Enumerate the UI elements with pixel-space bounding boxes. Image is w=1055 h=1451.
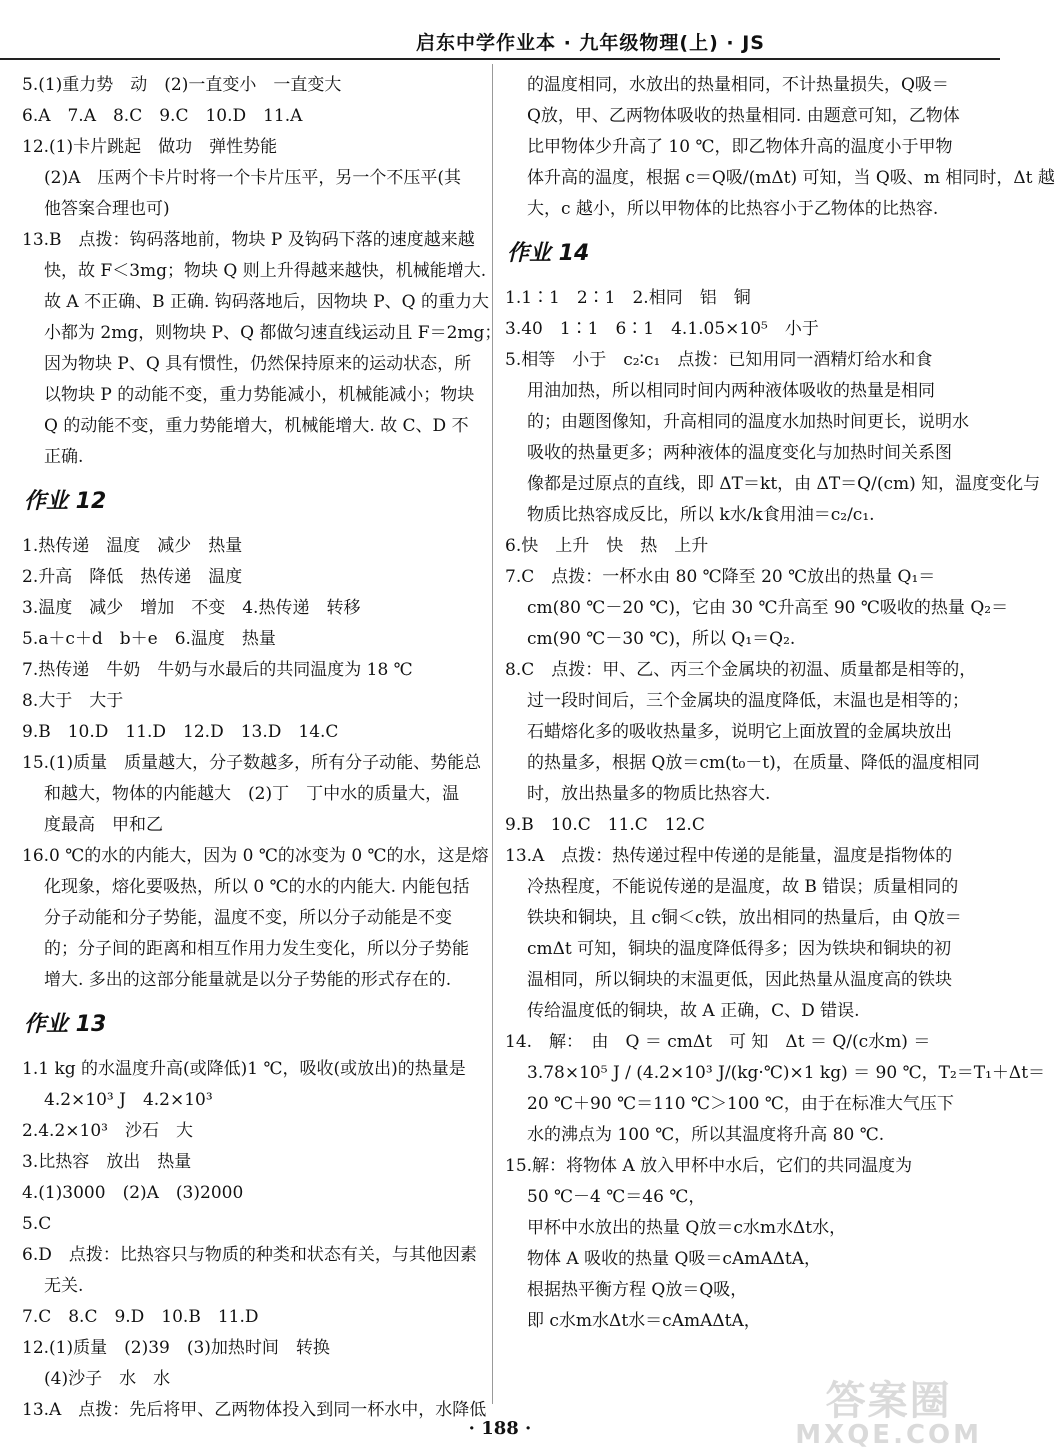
header-title: 启东中学作业本 · 九年级物理(上) · JS (415, 32, 765, 54)
answer-line: 铁块和铜块，且 c铜＜c铁，放出相同的热量后，由 Q放＝ (527, 908, 962, 928)
answer-line: 7.热传递 牛奶 牛奶与水最后的共同温度为 18 ℃ (22, 660, 413, 680)
answer-line: 5.相等 小于 c₂∶c₁ 点拨：已知用同一酒精灯给水和食 (505, 350, 933, 370)
answer-line: cmΔt 可知，铜块的温度降低得多；因为铁块和铜块的初 (527, 939, 952, 959)
answer-line: 3.78×10⁵ J / (4.2×10³ J/(kg·℃)×1 kg) ＝ 90 ℃，T₂＝T₁＋Δt＝ (527, 1063, 1046, 1083)
section-heading: 作业 13 (24, 1012, 107, 1037)
answer-line: (4)沙子 水 水 (44, 1369, 171, 1389)
answer-line: 8.C 点拨：甲、乙、丙三个金属块的初温、质量都是相等的， (505, 660, 977, 680)
answer-line: 正确. (44, 447, 84, 467)
answer-line: 大，c 越小，所以甲物体的比热容小于乙物体的比热容. (527, 199, 939, 219)
answer-line: 3.比热容 放出 热量 (22, 1152, 192, 1172)
answer-line: 15.(1)质量 质量越大，分子数越多，所有分子动能、势能总 (22, 753, 482, 773)
answer-line: 根据热平衡方程 Q放＝Q吸， (527, 1280, 748, 1300)
answer-line: Q放，甲、乙两物体吸收的热量相同. 由题意可知，乙物体 (527, 106, 960, 126)
answer-line: 13.A 点拨：热传递过程中传递的是能量，温度是指物体的 (505, 846, 953, 866)
answer-line: 9.B 10.C 11.C 12.C (505, 815, 705, 835)
answer-line: 的；由题图像知，升高相同的温度水加热时间更长，说明水 (527, 412, 969, 432)
answer-line: 时，放出热量多的物质比热容大. (527, 784, 771, 804)
answer-line: 即 c水m水Δt水＝cAmAΔtA， (527, 1311, 761, 1331)
answer-line: cm(80 ℃－20 ℃)，它由 30 ℃升高至 90 ℃吸收的热量 Q₂＝ (527, 598, 1009, 618)
answer-line: 3.温度 减少 增加 不变 4.热传递 转移 (22, 598, 361, 618)
answer-line: 13.A 点拨：先后将甲、乙两物体投入到同一杯水中，水降低 (22, 1400, 487, 1420)
answer-line: 6.快 上升 快 热 上升 (505, 536, 709, 556)
answer-line: 8.大于 大于 (22, 691, 124, 711)
answer-line: 1.热传递 温度 减少 热量 (22, 536, 243, 556)
answer-line: 6.A 7.A 8.C 9.C 10.D 11.A (22, 106, 303, 126)
answer-line: 温相同，所以铜块的末温更低，因此热量从温度高的铁块 (527, 970, 952, 990)
answer-line: 2.4.2×10³ 沙石 大 (22, 1121, 193, 1141)
answer-line: 1.1 kg 的水温度升高(或降低)1 ℃，吸收(或放出)的热量是 (22, 1059, 466, 1079)
answer-line: 吸收的热量更多；两种液体的温度变化与加热时间关系图 (527, 443, 952, 463)
answer-line: 比甲物体少升高了 10 ℃，即乙物体升高的温度小于甲物 (527, 137, 953, 157)
answer-line: 13.B 点拨：钩码落地前，物块 P 及钩码下落的速度越来越 (22, 230, 475, 250)
answer-line: 用油加热，所以相同时间内两种液体吸收的热量是相同 (527, 381, 935, 401)
answer-line: 7.C 8.C 9.D 10.B 11.D (22, 1307, 259, 1327)
answer-line: 16.0 ℃的水的内能大，因为 0 ℃的冰变为 0 ℃的水，这是熔 (22, 846, 489, 866)
answer-line: 7.C 点拨：一杯水由 80 ℃降至 20 ℃放出的热量 Q₁＝ (505, 567, 936, 587)
answer-line: 水的沸点为 100 ℃，所以其温度将升高 80 ℃. (527, 1125, 885, 1145)
answer-line: 物体 A 吸收的热量 Q吸＝cAmAΔtA， (527, 1249, 822, 1269)
answer-line: 5.(1)重力势 动 (2)一直变小 一直变大 (22, 75, 342, 95)
left-column (22, 70, 502, 1426)
answer-line: 快，故 F＜3mg；物块 Q 则上升得越来越快，机械能增大. (44, 261, 487, 281)
answer-line: 化现象，熔化要吸热，所以 0 ℃的水的内能大. 内能包括 (44, 877, 470, 897)
answer-line: 和越大，物体的内能越大 (2)丁 丁中水的质量大，温 (44, 784, 460, 804)
answer-line: 冷热程度，不能说传递的是温度，故 B 错误；质量相同的 (527, 877, 959, 897)
answer-line: 增大. 多出的这部分能量就是以分子势能的形式存在的. (44, 970, 452, 990)
answer-line: 14. 解： 由 Q ＝ cmΔt 可 知 Δt ＝ Q/(c水m) ＝ (505, 1032, 931, 1052)
answer-line: cm(90 ℃－30 ℃)，所以 Q₁＝Q₂. (527, 629, 796, 649)
answer-line: 度最高 甲和乙 (44, 815, 163, 835)
answer-line: 2.升高 降低 热传递 温度 (22, 567, 243, 587)
answer-line: 的温度相同，水放出的热量相同，不计热量损失，Q吸＝ (527, 75, 949, 95)
answer-line: 4.2×10³ J 4.2×10³ (44, 1090, 213, 1110)
answer-line: 1.1∶1 2∶1 2.相同 铝 铜 (505, 288, 751, 308)
section-heading: 作业 14 (507, 241, 590, 266)
answer-line: 物质比热容成反比，所以 k水/k食用油＝c₂/c₁. (527, 505, 875, 525)
answer-line: 15.解：将物体 A 放入甲杯中水后，它们的共同温度为 (505, 1156, 913, 1176)
answer-line: 6.D 点拨：比热容只与物质的种类和状态有关，与其他因素 (22, 1245, 477, 1265)
answer-line: 20 ℃＋90 ℃＝110 ℃＞100 ℃，由于在标准大气压下 (527, 1094, 954, 1114)
answer-line: (2)A 压两个卡片时将一个卡片压平，另一个不压平(其 (44, 168, 461, 188)
answer-line: 小都为 2mg，则物块 P、Q 都做匀速直线运动且 F＝2mg； (44, 323, 502, 343)
column-divider (492, 64, 493, 1404)
right-column (505, 70, 1055, 1337)
answer-line: 的；分子间的距离和相互作用力发生变化，所以分子势能 (44, 939, 469, 959)
answer-line: 像都是过原点的直线，即 ΔT＝kt，由 ΔT＝Q/(cm) 知，温度变化与 (527, 474, 1041, 494)
answer-line: 50 ℃－4 ℃＝46 ℃， (527, 1187, 706, 1207)
answer-line: 5.C (22, 1214, 52, 1234)
answer-line: 的热量多，根据 Q放＝cm(t₀－t)，在质量、降低的温度相同 (527, 753, 980, 773)
answer-line: 他答案合理也可) (44, 199, 170, 219)
answer-line: 以物块 P 的动能不变，重力势能减小，机械能减小；物块 (44, 385, 475, 405)
page-number: · 188 · (468, 1418, 532, 1439)
answer-line: 体升高的温度，根据 c＝Q吸/(mΔt) 可知，当 Q吸、m 相同时，Δt 越 (527, 168, 1055, 188)
answer-line: 3.40 1∶1 6∶1 4.1.05×10⁵ 小于 (505, 319, 819, 339)
answer-line: 分子动能和分子势能，温度不变，所以分子动能是不变 (44, 908, 452, 928)
answer-line: 4.(1)3000 (2)A (3)2000 (22, 1183, 244, 1203)
answer-line: 甲杯中水放出的热量 Q放＝c水m水Δt水， (527, 1218, 847, 1238)
section-heading: 作业 12 (24, 489, 107, 514)
answer-line: 9.B 10.D 11.D 12.D 13.D 14.C (22, 722, 339, 742)
answer-line: 过一段时间后，三个金属块的温度降低，末温也是相等的； (527, 691, 969, 711)
answer-line: 12.(1)卡片跳起 做功 弹性势能 (22, 137, 278, 157)
answer-line: Q 的动能不变，重力势能增大，机械能增大. 故 C、D 不 (44, 416, 469, 436)
watermark-logo: 答案圈 MXQE.COM (795, 1378, 982, 1450)
page-header (0, 0, 1000, 60)
answer-line: 故 A 不正确、B 正确. 钩码落地后，因物块 P、Q 的重力大 (44, 292, 489, 312)
answer-line: 无关. (44, 1276, 84, 1296)
answer-line: 石蜡熔化多的吸收热量多，说明它上面放置的金属块放出 (527, 722, 952, 742)
answer-line: 5.a＋c＋d b＋e 6.温度 热量 (22, 629, 276, 649)
answer-line: 12.(1)质量 (2)39 (3)加热时间 转换 (22, 1338, 330, 1358)
answer-line: 传给温度低的铜块，故 A 正确，C、D 错误. (527, 1001, 860, 1021)
answer-line: 因为物块 P、Q 具有惯性，仍然保持原来的运动状态，所 (44, 354, 472, 374)
